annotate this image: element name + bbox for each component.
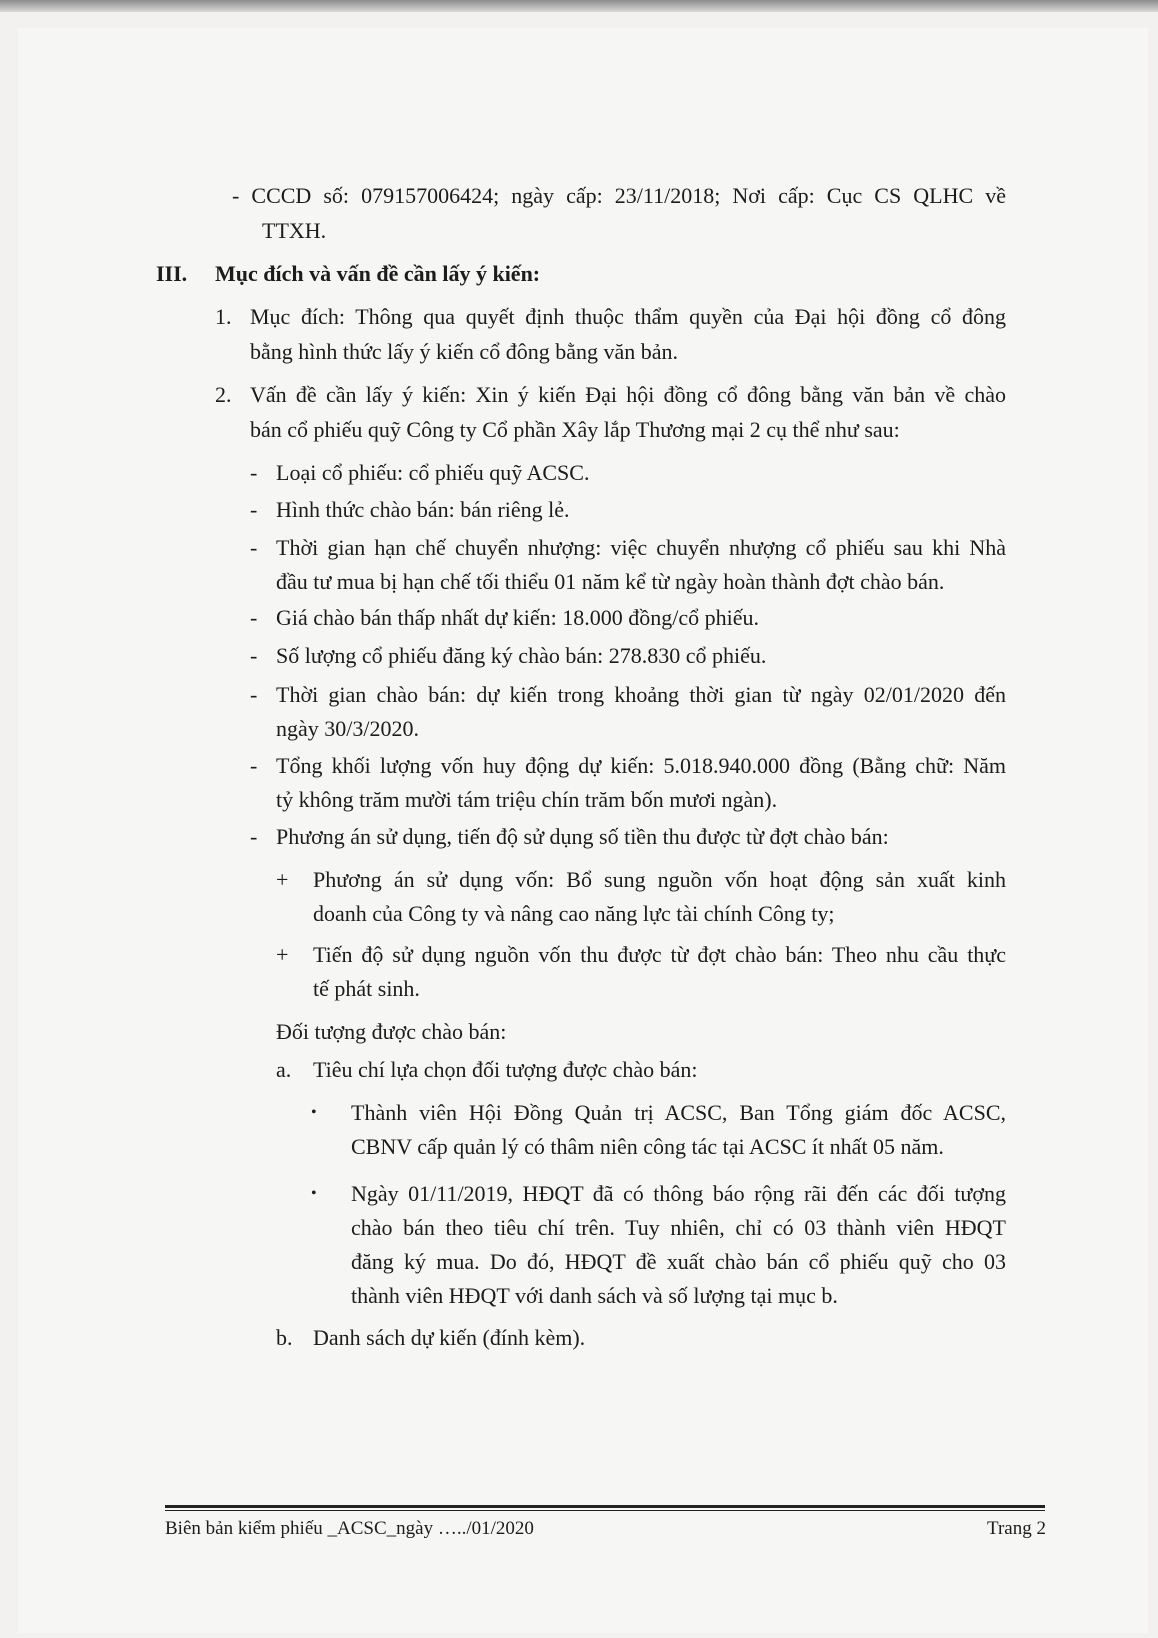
- dash-bullet: -: [250, 824, 258, 849]
- dot-item-text: thành viên HĐQT với danh sách và số lượng tại mục b.: [351, 1283, 838, 1308]
- dot-item-text: đăng ký mua. Do đó, HĐQT đề xuất chào bán cổ phiếu quỹ cho 03: [351, 1249, 1006, 1274]
- section-title: Mục đích và vấn đề cần lấy ý kiến:: [215, 261, 541, 286]
- item-number: 2.: [215, 382, 232, 407]
- dash-bullet: -: [250, 643, 258, 668]
- dash-bullet: -: [250, 497, 258, 522]
- bullet-text: Hình thức chào bán: bán riêng lẻ.: [276, 497, 570, 522]
- target-heading: Đối tượng được chào bán:: [276, 1019, 507, 1044]
- sub-letter: a.: [276, 1057, 292, 1082]
- dot-bullet: •: [311, 1104, 317, 1121]
- dot-item-text: Thành viên Hội Đồng Quản trị ACSC, Ban Tổng giám đốc ACSC,: [351, 1100, 1006, 1125]
- sub-title: Danh sách dự kiến (đính kèm).: [313, 1325, 586, 1350]
- footer-page-number: Trang 2: [987, 1518, 1046, 1539]
- bullet-text: đầu tư mua bị hạn chế tối thiểu 01 năm kể từ ngày hoàn thành đợt chào bán.: [276, 569, 945, 594]
- item-text: Mục đích: Thông qua quyết định thuộc thẩm quyền của Đại hội đồng cổ đông: [250, 304, 1006, 329]
- footer-left-text: Biên bản kiểm phiếu _ACSC_ngày …../01/2020: [165, 1518, 534, 1539]
- plus-item-text: doanh của Công ty và nâng cao năng lực tài chính Công ty;: [313, 901, 835, 926]
- footer-rule: [165, 1505, 1045, 1508]
- sub-letter: b.: [276, 1325, 293, 1350]
- bullet-text: ngày 30/3/2020.: [276, 716, 419, 741]
- plus-bullet: +: [276, 942, 289, 967]
- cccd-continuation: TTXH.: [262, 218, 327, 243]
- bullet-text: Giá chào bán thấp nhất dự kiến: 18.000 đồng/cổ phiếu.: [276, 605, 759, 630]
- item-text: bán cổ phiếu quỹ Công ty Cổ phần Xây lắp Thương mại 2 cụ thể như sau:: [250, 417, 900, 442]
- bullet-text: Thời gian hạn chế chuyển nhượng: việc chuyển nhượng cổ phiếu sau khi Nhà: [276, 535, 1006, 560]
- plus-item-text: Tiến độ sử dụng nguồn vốn thu được từ đợt chào bán: Theo nhu cầu thực: [313, 942, 1006, 967]
- dash-bullet: -: [250, 753, 258, 778]
- bullet-text: Phương án sử dụng, tiến độ sử dụng số tiền thu được từ đợt chào bán:: [276, 824, 889, 849]
- scan-top-edge: [0, 0, 1158, 12]
- item-text: bằng hình thức lấy ý kiến cổ đông bằng văn bản.: [250, 339, 678, 364]
- footer-rule-thin: [165, 1510, 1045, 1511]
- dash-bullet: -: [250, 605, 258, 630]
- sub-title: Tiêu chí lựa chọn đối tượng được chào bán:: [313, 1057, 698, 1082]
- dash-bullet: -: [250, 535, 258, 560]
- dash-bullet: -: [250, 682, 258, 707]
- bullet-text: tỷ không trăm mười tám triệu chín trăm bốn mươi ngàn).: [276, 787, 778, 812]
- bullet-text: Loại cổ phiếu: cổ phiếu quỹ ACSC.: [276, 460, 590, 485]
- item-text: Vấn đề cần lấy ý kiến: Xin ý kiến Đại hội đồng cổ đông bằng văn bản về chào: [250, 382, 1006, 407]
- bullet-text: Tổng khối lượng vốn huy động dự kiến: 5.018.940.000 đồng (Bằng chữ: Năm: [276, 753, 1006, 778]
- section-number: III.: [156, 261, 188, 286]
- dot-bullet: •: [311, 1185, 317, 1202]
- dot-item-text: chào bán theo tiêu chí trên. Tuy nhiên, chỉ có 03 thành viên HĐQT: [351, 1215, 1006, 1240]
- dot-item-text: Ngày 01/11/2019, HĐQT đã có thông báo rộng rãi đến các đối tượng: [351, 1181, 1006, 1206]
- dash-bullet: -: [250, 460, 258, 485]
- plus-item-text: Phương án sử dụng vốn: Bổ sung nguồn vốn hoạt động sản xuất kinh: [313, 867, 1006, 892]
- cccd-line: - CCCD số: 079157006424; ngày cấp: 23/11/2018; Nơi cấp: Cục CS QLHC về: [232, 183, 1006, 208]
- bullet-text: Số lượng cổ phiếu đăng ký chào bán: 278.830 cổ phiếu.: [276, 643, 767, 668]
- item-number: 1.: [215, 304, 232, 329]
- plus-item-text: tế phát sinh.: [313, 976, 420, 1001]
- plus-bullet: +: [276, 867, 289, 892]
- bullet-text: Thời gian chào bán: dự kiến trong khoảng thời gian từ ngày 02/01/2020 đến: [276, 682, 1006, 707]
- dot-item-text: CBNV cấp quản lý có thâm niên công tác tại ACSC ít nhất 05 năm.: [351, 1134, 944, 1159]
